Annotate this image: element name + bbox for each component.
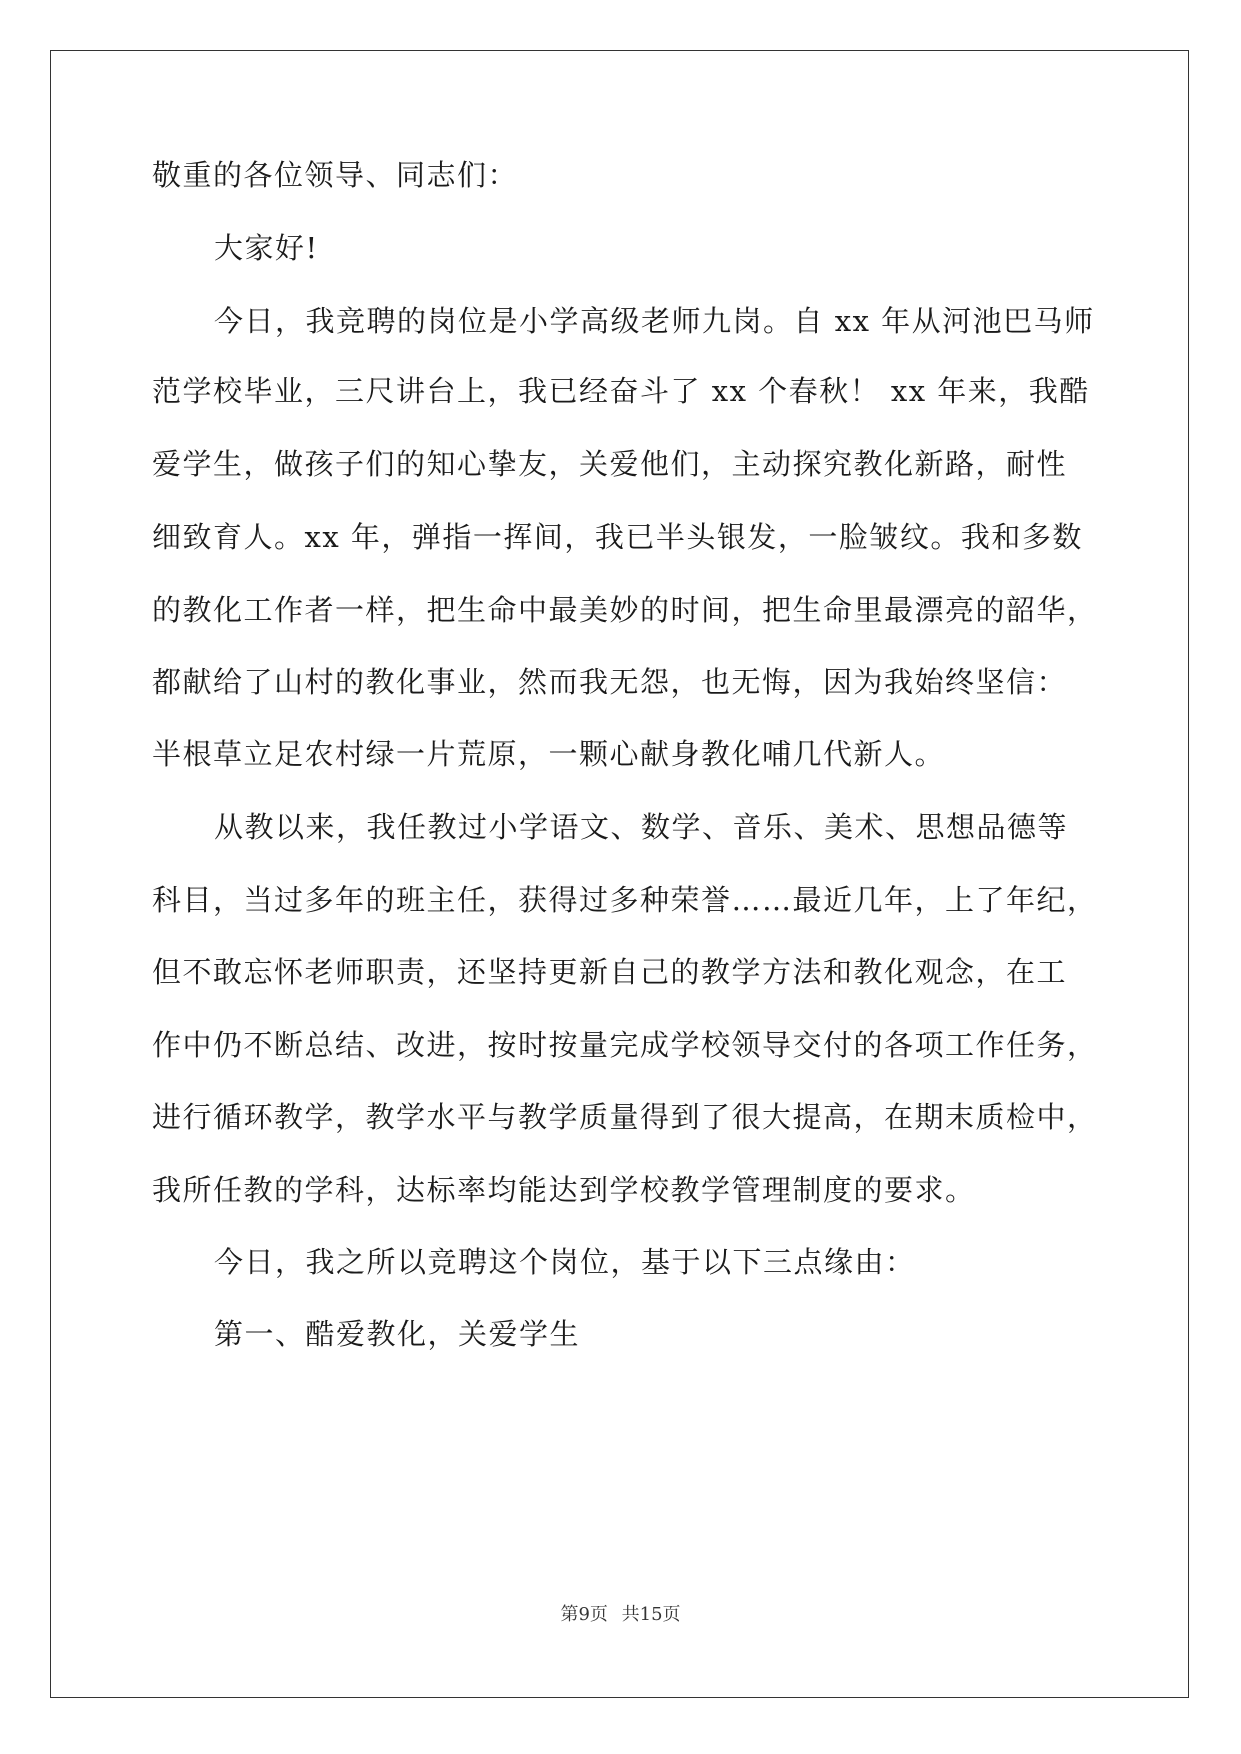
paragraph-1-line-5: 的教化工作者一样，把生命中最美妙的时间，把生命里最漂亮的韶华， (152, 593, 1098, 627)
paragraph-2-line-2: 科目，当过多年的班主任，获得过多种荣誉……最近几年，上了年纪， (152, 883, 1098, 917)
paragraph-2-line-4: 作中仍不断总结、改进，按时按量完成学校领导交付的各项工作任务， (152, 1028, 1098, 1062)
paragraph-1-line-3: 爱学生，做孩子们的知心挚友，关爱他们，主动探究教化新路，耐性 (152, 447, 1068, 481)
paragraph-1-line-6: 都献给了山村的教化事业，然而我无怨，也无悔，因为我始终坚信： (152, 665, 1068, 699)
paragraph-1-line-7: 半根草立足农村绿一片荒原，一颗心献身教化哺几代新人。 (152, 737, 946, 771)
paragraph-1-line-2: 范学校毕业，三尺讲台上，我已经奋斗了 xx 个春秋！ xx 年来，我酷 (152, 374, 1090, 408)
paragraph-1-line-4: 细致育人。xx 年，弹指一挥间，我已半头银发，一脸皱纹。我和多数 (152, 520, 1083, 554)
paragraph-2-line-5: 进行循环教学，教学水平与教学质量得到了很大提高，在期末质检中， (152, 1100, 1098, 1134)
reason-1-heading: 第一、酷爱教化，关爱学生 (214, 1317, 581, 1351)
paragraph-2-line-6: 我所任教的学科，达标率均能达到学校教学管理制度的要求。 (152, 1173, 976, 1207)
reasons-intro-line: 今日，我之所以竞聘这个岗位，基于以下三点缘由： (214, 1245, 916, 1279)
paragraph-2-line-3: 但不敢忘怀老师职责，还坚持更新自己的教学方法和教化观念，在工 (152, 955, 1068, 989)
greeting-line: 大家好! (214, 231, 319, 265)
page-border (50, 50, 1189, 1698)
salutation-line: 敬重的各位领导、同志们： (152, 158, 519, 192)
page-number: 第9页 (560, 1604, 608, 1625)
paragraph-2-line-1: 从教以来，我任教过小学语文、数学、音乐、美术、思想品德等 (214, 810, 1069, 844)
paragraph-1-line-1: 今日，我竞聘的岗位是小学高级老师九岗。自 xx 年从河池巴马师 (214, 304, 1095, 338)
total-pages: 共15页 (621, 1604, 681, 1625)
page-footer (0, 1600, 1241, 1626)
